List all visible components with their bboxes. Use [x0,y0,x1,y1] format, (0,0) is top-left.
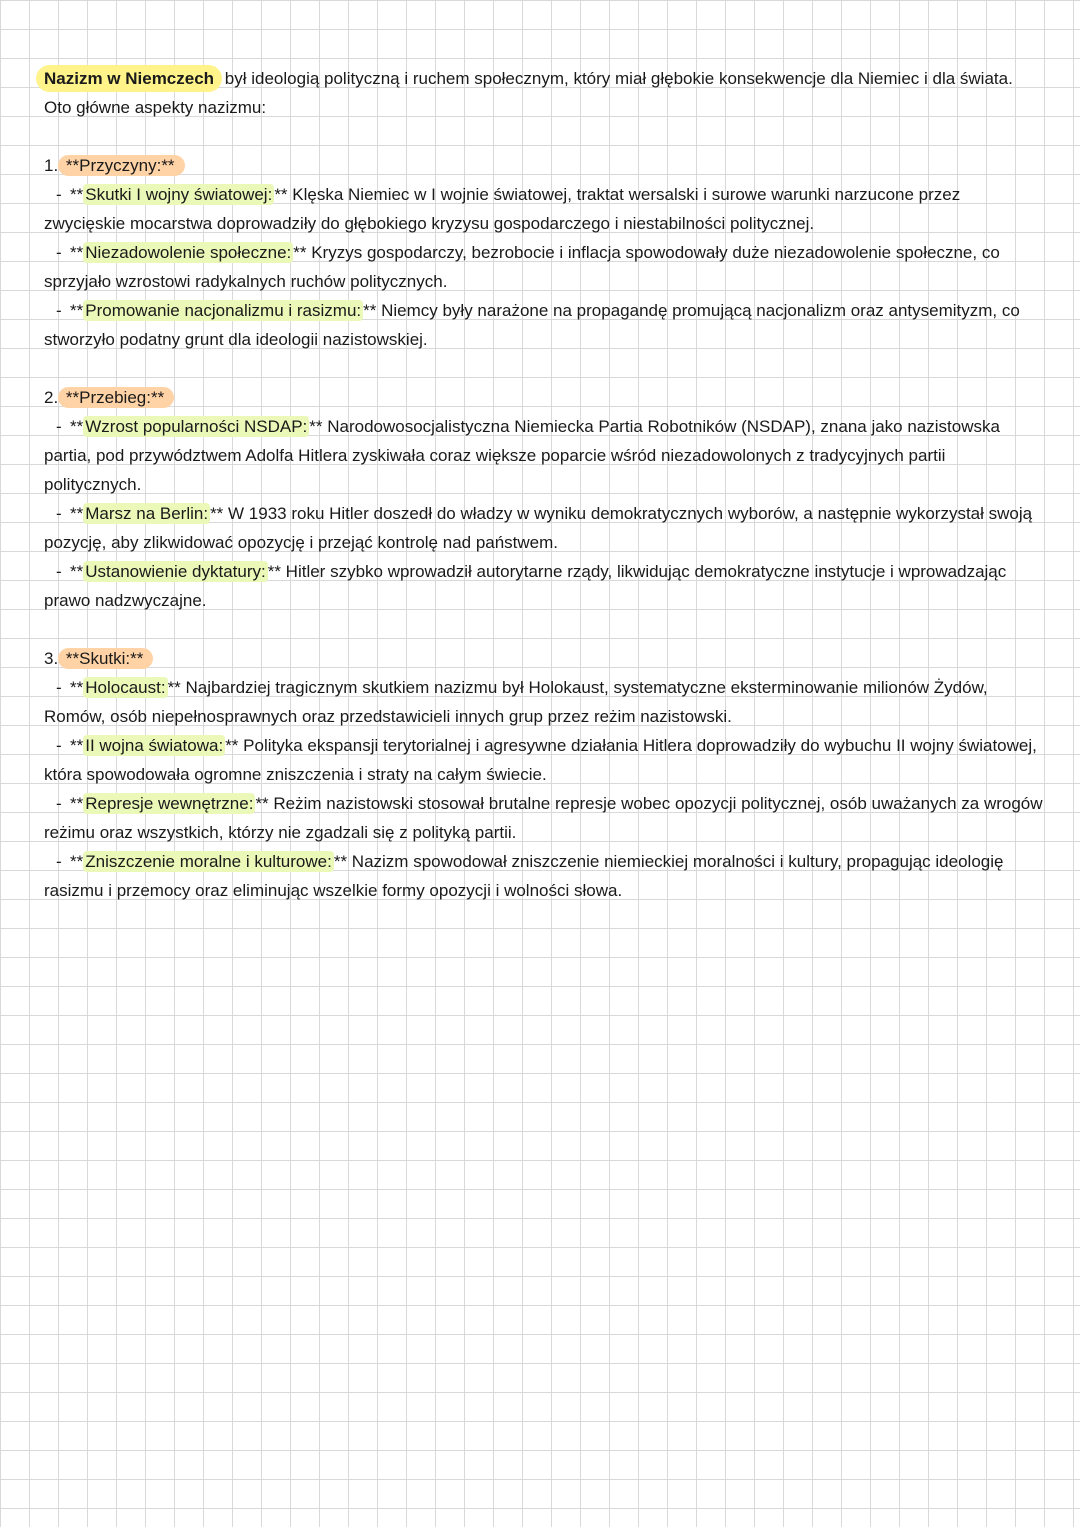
item-label: Wzrost popularności NSDAP: [85,417,308,436]
bold-marker: ** [70,301,84,320]
bullet-dash: - [56,243,62,262]
bullet-dash: - [56,678,62,697]
section-number: 3. [44,649,59,668]
intro-text: był ideologią polityczną i ruchem społecznym, który miał głębokie konsekwencje dla Niemiec i dla świata. Oto główne aspekty nazizmu: [44,69,1013,117]
bullet-dash: - [56,794,62,813]
item-text: Klęska Niemiec w I wojnie światowej, traktat wersalski i surowe warunki narzucone przez zwycięskie mocarstwa doprowadziły do głębokiego kryzysu gospodarczego i niestabilności politycznej. [44,185,961,233]
bold-marker: ** [70,185,84,204]
section-przebieg [44,383,1044,615]
bullet-dash: - [56,852,62,871]
section-heading [44,644,1044,673]
bullet-dash: - [56,185,62,204]
section-heading [44,383,1044,412]
bold-marker: ** [293,243,307,262]
bold-marker: ** [70,852,84,871]
item-label: Niezadowolenie społeczne: [85,243,292,262]
item-text: Niemcy były narażone na propagandę promującą nacjonalizm oraz antysemityzm, co stworzyło podatny grunt dla ideologii nazistowskiej. [44,301,1020,349]
list-item [44,673,1044,731]
bold-marker: ** [70,504,84,523]
item-label: Ustanowienie dyktatury: [85,562,266,581]
bullet-dash: - [56,736,62,755]
section-heading [44,151,1044,180]
bold-marker: ** [70,562,84,581]
list-item [44,499,1044,557]
bold-marker: ** [167,678,181,697]
section-skutki [44,644,1044,905]
item-label: Represje wewnętrzne: [85,794,254,813]
item-text: Polityka ekspansji terytorialnej i agresywne działania Hitlera doprowadziły do wybuchu II wojny światowej, która spowodowała ogromne zniszczenia i straty na całym świecie. [44,736,1037,784]
note-body [44,64,1044,905]
list-item [44,731,1044,789]
item-text: Nazizm spowodował zniszczenie niemieckiej moralności i kultury, propagując ideologię rasizmu i przemocy oraz eliminując wszelkie formy opozycji i wolności słowa. [44,852,1004,900]
intro-paragraph [44,64,1044,122]
item-text: Narodowosocjalistyczna Niemiecka Partia Robotników (NSDAP), znana jako nazistowska partia, pod przywództwem Adolfa Hitlera zyskiwała coraz większe poparcie wśród niezadowolonych z tradycyjnych partii politycznych. [44,417,1000,494]
bold-marker: ** [70,243,84,262]
bold-marker: ** [274,185,288,204]
bold-marker: ** [225,736,239,755]
item-label: Holocaust: [85,678,166,697]
bold-marker: ** [210,504,224,523]
bold-marker: ** [267,562,281,581]
list-item [44,557,1044,615]
item-label: Promowanie nacjonalizmu i rasizmu: [85,301,362,320]
spacer [44,354,1044,383]
note-title: Nazizm w Niemczech [38,67,220,90]
item-text: Reżim nazistowski stosował brutalne represje wobec opozycji politycznej, osób uważanych za wrogów reżimu oraz wszystkich, którzy nie zgadzali się z polityką partii. [44,794,1043,842]
item-text: W 1933 roku Hitler doszedł do władzy w wyniku demokratycznych wyborów, a następnie wykorzystał swoją pozycję, aby zlikwidować opozycję i przejąć kontrolę nad państwem. [44,504,1033,552]
list-item [44,847,1044,905]
list-item [44,789,1044,847]
bold-marker: ** [333,852,348,871]
bold-marker: ** [309,417,323,436]
bold-marker: ** [70,736,84,755]
spacer [44,122,1044,151]
section-title: **Przyczyny:** [58,155,184,176]
bold-marker: ** [255,794,269,813]
section-przyczyny [44,151,1044,354]
section-title: **Skutki:** [58,648,153,669]
item-label: Skutki I wojny światowej: [85,185,273,204]
bold-marker: ** [363,301,377,320]
list-item [44,180,1044,238]
bullet-dash: - [56,301,62,320]
section-number: 1. [44,156,59,175]
bold-marker: ** [70,678,84,697]
item-label: Zniszczenie moralne i kulturowe: [85,852,332,871]
section-number: 2. [44,388,59,407]
list-item [44,238,1044,296]
list-item [44,412,1044,499]
list-item [44,296,1044,354]
item-label: Marsz na Berlin: [85,504,209,523]
section-title: **Przebieg:** [58,387,174,408]
item-label: II wojna światowa: [85,736,224,755]
spacer [44,615,1044,644]
bold-marker: ** [70,417,84,436]
bold-marker: ** [70,794,84,813]
bullet-dash: - [56,417,62,436]
item-text: Najbardziej tragicznym skutkiem nazizmu był Holokaust, systematyczne eksterminowanie milionów Żydów, Romów, osób niepełnosprawnych oraz przedstawicieli innych grup przez reżim nazistowski. [44,678,988,726]
bullet-dash: - [56,504,62,523]
item-text: Kryzys gospodarczy, bezrobocie i inflacja spowodowały duże niezadowolenie społeczne, co sprzyjało wzrostowi radykalnych ruchów politycznych. [44,243,1000,291]
item-text: Hitler szybko wprowadził autorytarne rządy, likwidując demokratyczne instytucje i wprowadzając prawo nadzwyczajne. [44,562,1007,610]
bullet-dash: - [56,562,62,581]
